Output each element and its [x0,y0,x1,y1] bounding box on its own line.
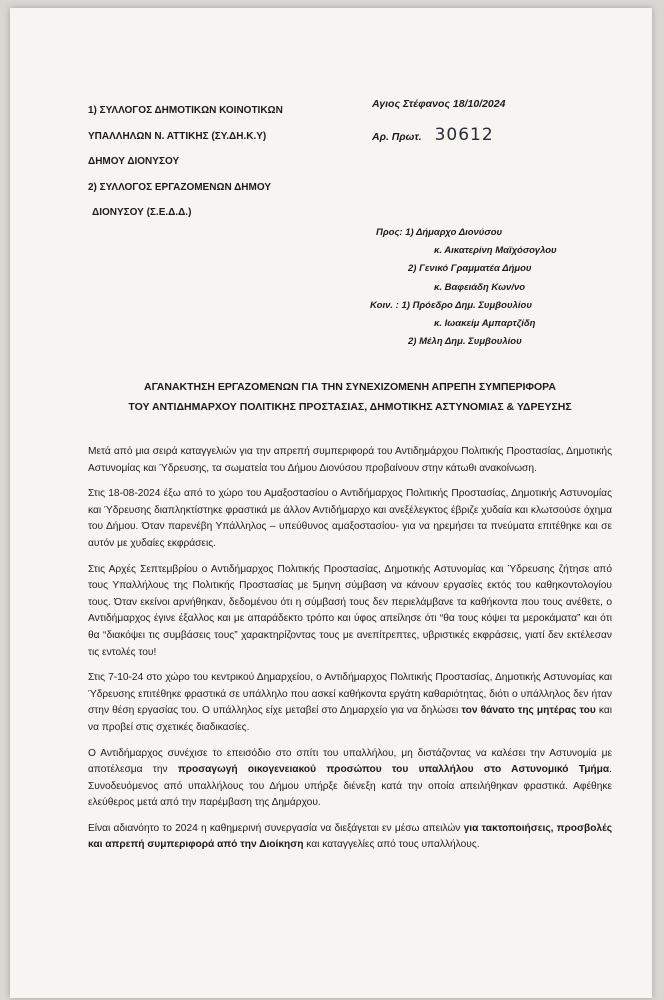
paragraph-text: . Συνοδευόμενος από υπαλλήλους του Δήμου υπήρξε διένεξη κατά την οποία απειλήθηκαν φραστικά. Αφέθηκε ελεύθερος μετά από την παρέμβαση της Δημάρχου. [88,764,612,809]
subject-heading [110,377,590,417]
recipient-line: κ. Αικατερίνη Μαϊχόσογλου [434,245,557,257]
protocol-number: 30612 [434,125,494,145]
protocol-line [372,125,494,145]
sender-line: 1) ΣΥΛΛΟΓΟΣ ΔΗΜΟΤΙΚΩΝ ΚΟΙΝΟΤΙΚΩΝ [88,105,283,116]
paragraph-text: και καταγγελίες από τους υπαλλήλους. [303,839,480,851]
paragraph [88,670,612,736]
recipient-line: 2) Μέλη Δημ. Συμβουλίου [408,336,522,348]
letter-body [88,444,612,863]
paragraph [88,821,612,854]
paragraph-text: Στις 7-10-24 στο χώρο του κεντρικού Δημαρχείου, ο Αντιδήμαρχος Πολιτικής Προστασίας, Δημοτικής Αστυνομίας και Ύδρευσης επιτέθηκε φραστικά σε υπάλληλο που ασκεί καθήκοντα εργάτη καθαριότητας, διότι ο υπάλληλος δεν ήταν στην θέση εργασίας του. Ο υπάλληλος είχε μεταβεί στο Δημαρχείο για να δηλώσει [88,672,612,717]
paragraph-emphasis: για τακτοποιήσεις, προσβολές και απρεπή συμπεριφορά από την Διοίκηση [88,822,612,851]
sender-line: ΔΗΜΟΥ ΔΙΟΝΥΣΟΥ [88,156,180,167]
subject-line: ΤΟΥ ΑΝΤΙΔΗΜΑΡΧΟΥ ΠΟΛΙΤΙΚΗΣ ΠΡΟΣΤΑΣΙΑΣ, ΔΗΜΟΤΙΚΗΣ ΑΣΤΥΝΟΜΙΑΣ & ΥΔΡΕΥΣΗΣ [128,401,572,413]
recipient-line: Προς: 1) Δήμαρχο Διονύσου [376,227,503,238]
paragraph-emphasis: τον θάνατο της μητέρας του [461,705,596,717]
sender-line: 2) ΣΥΛΛΟΓΟΣ ΕΡΓΑΖΟΜΕΝΩΝ ΔΗΜΟΥ [88,181,271,193]
paragraph [88,746,612,812]
paragraph-text: Ο Αντιδήμαρχος συνέχισε το επεισόδιο στο σπίτι του υπαλλήλου, μη διστάζοντας να καλέσει την Αστυνομία με αποτέλεσμα την [88,747,612,776]
paragraph: Στις Αρχές Σεπτεμβρίου ο Αντιδήμαρχος Πολιτικής Προστασίας, Δημοτικής Αστυνομίας και Ύδρευσης ζήτησε από τους Υπαλλήλους της Πολιτικής Προστασίας με 5μηνη σύμβαση να κάνουν εργασίες εκτός του καθηκοντολογίου τους. Όταν εκείνοι αρνήθηκαν, δεδομένου ότι η σύμβασή τους δεν περιελάμβανε τα καθήκοντα που τους ανέθετε, ο Αντιδήμαρχος έγινε έξαλλος και με απαράδεκτο τρόπο και ύφος απείλησε ότι “θα τους κόψει τα μεροκάματα” και ότι θα “διακόψει τις συμβάσεις τους” χαρακτηρίζοντας τους με ανεπίτρεπτες, υβριστικές εκφράσεις, γιατί δεν εκτέλεσαν τις εντολές του! [88,563,612,658]
paragraph-text: Είναι αδιανόητο το 2024 η καθημερινή συνεργασία να διεξάγεται εν μέσω απειλών [88,822,464,834]
recipient-line: κ. Βαφειάδη Κων/νο [434,281,526,293]
sender-line: ΥΠΑΛΛΗΛΩΝ Ν. ΑΤΤΙΚΗΣ (ΣΥ.ΔΗ.Κ.Υ) [88,130,267,142]
sender-line: ΔΙΟΝΥΣΟΥ (Σ.Ε.Δ.Δ.) [92,207,192,218]
recipient-line: Κοιν. : 1) Πρόεδρο Δημ. Συμβουλίου [370,299,532,311]
recipients-block [370,224,557,351]
recipient-line: κ. Ιωακείμ Αμπαρτζίδη [434,318,536,330]
recipient-line: 2) Γενικό Γραμματέα Δήμου [408,263,532,275]
paragraph-emphasis: προσαγωγή οικογενειακού προσώπου του υπαλλήλου στο Αστυνομικό Τμήμα [177,764,610,776]
date-line: Αγιος Στέφανος 18/10/2024 [372,98,506,110]
subject-line: ΑΓΑΝΑΚΤΗΣΗ ΕΡΓΑΖΟΜΕΝΩΝ ΓΙΑ ΤΗΝ ΣΥΝΕΧΙΖΟΜΕΝΗ ΑΠΡΕΠΗ ΣΥΜΠΕΡΙΦΟΡΑ [144,381,556,393]
document-page [10,8,652,998]
paragraph: Στις 18-08-2024 έξω από το χώρο του Αμαξοστασίου ο Αντιδήμαρχος Πολιτικής Προστασίας, Δημοτικής Αστυνομίας και Ύδρευσης διαπληκτίστηκε φραστικά με άλλον Αντιδήμαρχο και ανεξέλεγκτος έβριζε χυδαία και κλωτσούσε όχημα του Δήμου. Όταν παρενέβη Υπάλληλος – υπεύθυνος αμαξοστασίου- για να ηρεμήσει τα πνεύματα επιτέθηκε και σε αυτόν με χυδαίες εκφράσεις. [88,488,612,549]
sender-block [88,98,283,226]
paragraph-text: και να προβεί στις σχετικές διαδικασίες. [88,705,612,733]
protocol-label: Αρ. Πρωτ. [372,131,422,143]
paragraph: Μετά από μια σειρά καταγγελιών για την απρεπή συμπεριφορά του Αντιδημάρχου Πολιτικής Προστασίας, Δημοτικής Αστυνομίας και Ύδρευσης, τα σωματεία του Δήμου Διονύσου προβαίνουν στην κάτωθι ανακοίνωση. [88,446,612,474]
